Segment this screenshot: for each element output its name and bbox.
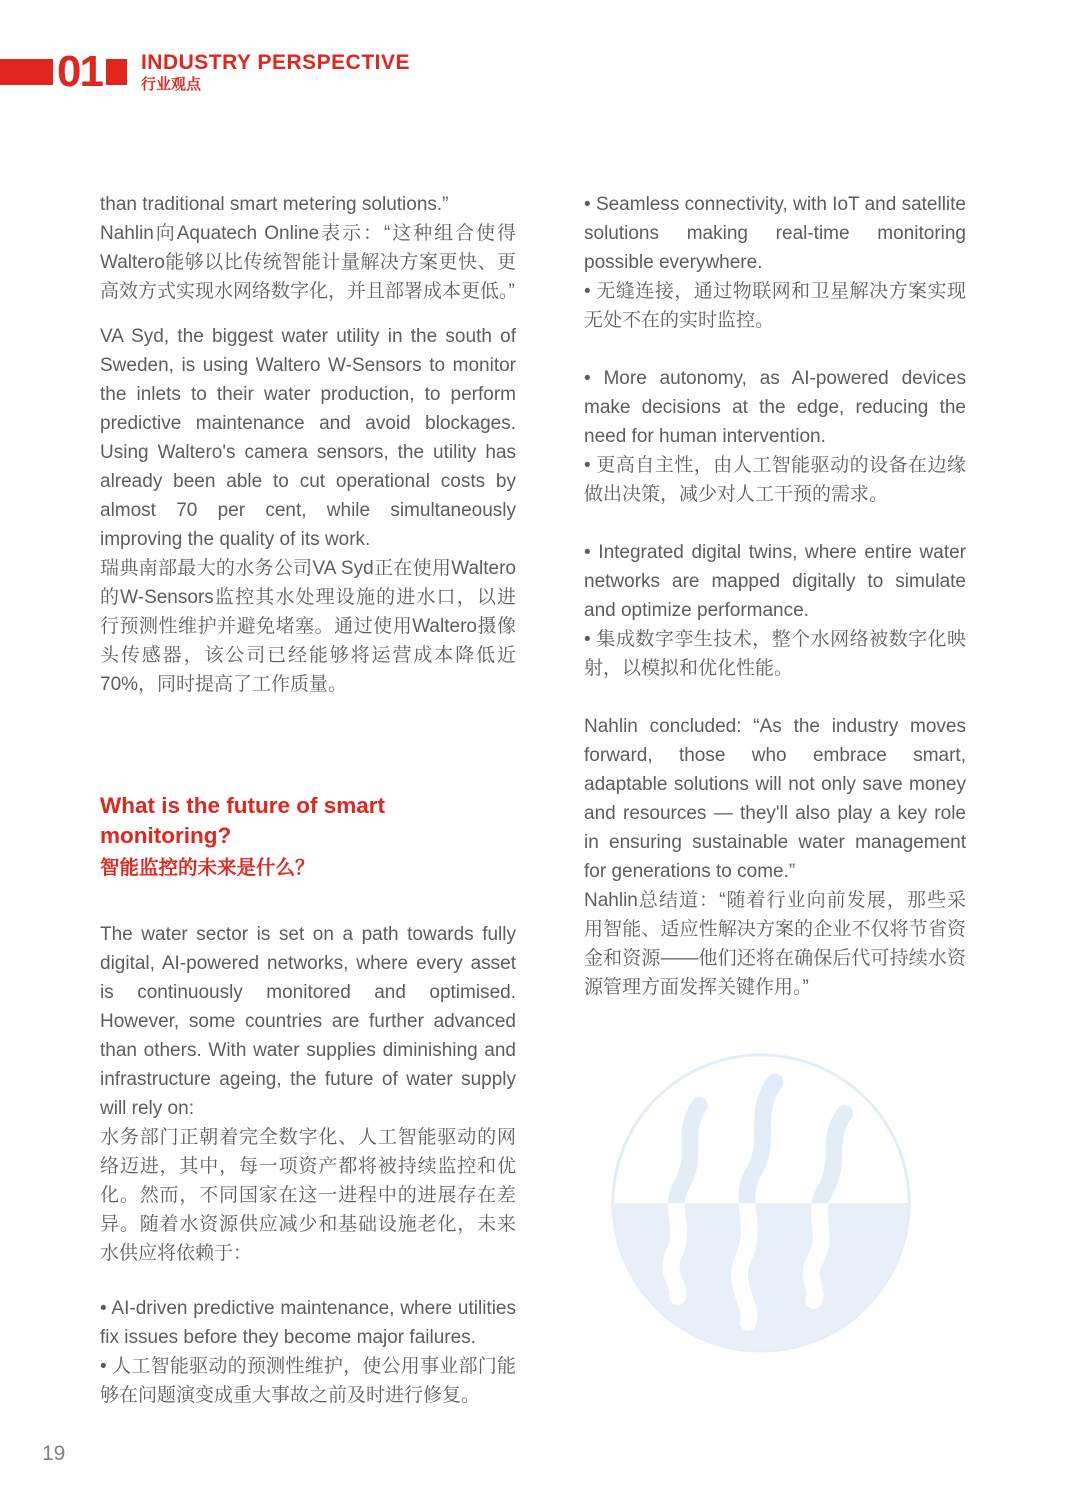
bullet-digital-twins-zh: • 集成数字孪生技术，整个水网络被数字化映射，以模拟和优化性能。 bbox=[584, 629, 966, 679]
paragraph-future-zh: 水务部门正朝着完全数字化、人工智能驱动的网络迈进，其中，每一项资产都将被持续监控和优化。然而，不同国家在这一进程中的进展存在差异。随着水资源供应减少和基础设施老化，未来水供应将依赖于： bbox=[100, 1127, 516, 1264]
bullet-autonomy-en: • More autonomy, as AI-powered devices make decisions at the edge, reducing the need for human intervention. bbox=[584, 368, 966, 447]
section-heading bbox=[100, 791, 516, 882]
page-number: 19 bbox=[42, 1442, 66, 1465]
bullet-digital-twins-en: • Integrated digital twins, where entire water networks are mapped digitally to simulate and optimize performance. bbox=[584, 542, 966, 621]
section-header-title: INDUSTRY PERSPECTIVE bbox=[140, 51, 411, 74]
bullet-ai-maintenance-en: • AI-driven predictive maintenance, where utilities fix issues before they become major failures. bbox=[100, 1298, 516, 1348]
left-column bbox=[100, 190, 516, 1410]
section-heading-zh: 智能监控的未来是什么？ bbox=[100, 857, 315, 879]
paragraph-conclusion-zh: Nahlin总结道：“随着行业向前发展，那些采用智能、适应性解决方案的企业不仅将节省资金和资源——他们还将在确保后代可持续水资源管理方面发挥关键作用。” bbox=[584, 890, 966, 998]
paragraph-conclusion-en: Nahlin concluded: “As the industry moves forward, those who embrace smart, adaptable solutions will not only save money and resources — they'll also play a key role in ensuring sustainable water management for generations to come.” bbox=[584, 716, 966, 882]
bullet-ai-maintenance-zh: • 人工智能驱动的预测性维护，使公用事业部门能够在问题演变成重大事故之前及时进行修复。 bbox=[100, 1356, 516, 1406]
right-column bbox=[584, 190, 966, 1002]
section-heading-en: What is the future of smart monitoring? bbox=[100, 793, 386, 848]
paragraph-vasyd-zh: 瑞典南部最大的水务公司VA Syd正在使用Waltero的W-Sensors监控其水处理设施的进水口，以进行预测性维护并避免堵塞。通过使用Waltero摄像头传感器，该公司已经能够将运营成本降低近70%，同时提高了工作质量。 bbox=[100, 558, 516, 695]
chapter-header bbox=[0, 47, 411, 96]
section-header-subtitle: 行业观点 bbox=[140, 76, 201, 93]
paragraph-intro-zh: Nahlin向Aquatech Online表示：“这种组合使得Waltero能够以比传统智能计量解决方案更快、更高效方式实现水网络数字化，并且部署成本更低。” bbox=[100, 223, 516, 302]
chapter-number: 01 bbox=[57, 47, 102, 96]
chapter-bar-decoration bbox=[0, 59, 53, 85]
bullet-autonomy-zh: • 更高自主性，由人工智能驱动的设备在边缘做出决策，减少对人工干预的需求。 bbox=[584, 455, 966, 505]
water-drops-watermark-icon bbox=[602, 1044, 920, 1362]
chapter-square-decoration bbox=[106, 59, 127, 85]
bullet-connectivity-en: • Seamless connectivity, with IoT and satellite solutions making real-time monitoring possible everywhere. bbox=[584, 194, 966, 273]
bullet-connectivity-zh: • 无缝连接，通过物联网和卫星解决方案实现无处不在的实时监控。 bbox=[584, 281, 966, 331]
paragraph-intro-en: than traditional smart metering solutions.” bbox=[100, 194, 449, 215]
paragraph-future-en: The water sector is set on a path towards fully digital, AI-powered networks, where every asset is continuously monitored and optimised. However, some countries are further advanced than others. With water supplies diminishing and infrastructure ageing, the future of water supply will rely on: bbox=[100, 924, 516, 1119]
paragraph-vasyd-en: VA Syd, the biggest water utility in the south of Sweden, is using Waltero W-Sensors to monitor the inlets to their water production, to perform predictive maintenance and avoid blockages. Using Waltero's camera sensors, the utility has already been able to cut operational costs by almost 70 per cent, while simultaneously improving the quality of its work. bbox=[100, 326, 516, 550]
